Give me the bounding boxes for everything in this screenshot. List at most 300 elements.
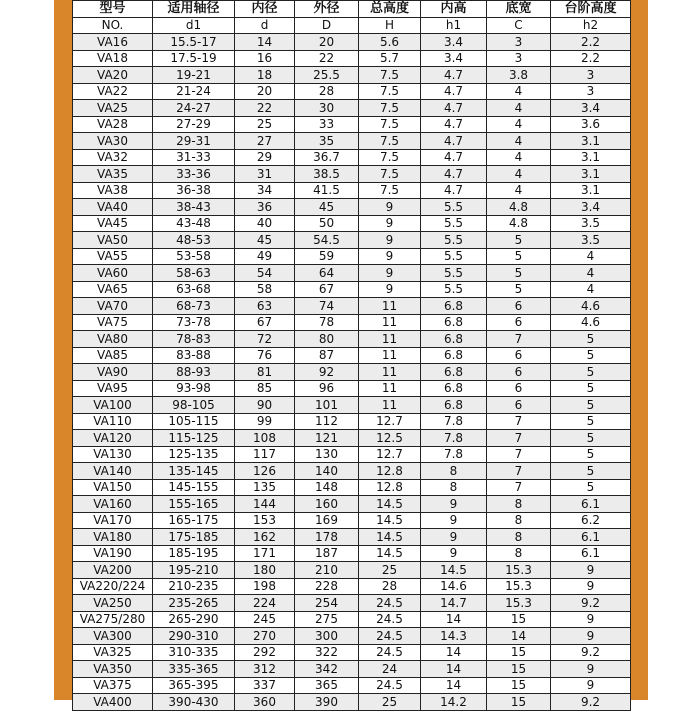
value-cell: 58-63 [153,265,235,282]
value-cell: 337 [235,677,295,694]
subheader-cell: C [487,17,551,34]
value-cell: 6.8 [421,380,487,397]
value-cell: 6.1 [551,496,631,513]
value-cell: 198 [235,578,295,595]
model-cell: VA20 [73,67,153,84]
value-cell: 5 [551,347,631,364]
table-row [73,644,631,661]
model-cell: VA110 [73,413,153,430]
value-cell: 28 [295,83,359,100]
value-cell: 9 [551,628,631,645]
table-row [73,232,631,249]
value-cell: 5 [551,413,631,430]
value-cell: 4.8 [487,215,551,232]
value-cell: 4 [551,281,631,298]
value-cell: 6.8 [421,331,487,348]
value-cell: 9.2 [551,644,631,661]
value-cell: 210-235 [153,578,235,595]
value-cell: 5 [551,446,631,463]
value-cell: 14 [421,677,487,694]
subheader-cell: H [359,17,421,34]
value-cell: 63-68 [153,281,235,298]
model-cell: VA75 [73,314,153,331]
table-row [73,314,631,331]
value-cell: 64 [295,265,359,282]
header-cell: 台阶高度 [551,1,631,18]
table-row [73,34,631,51]
value-cell: 14 [421,661,487,678]
value-cell: 254 [295,595,359,612]
value-cell: 73-78 [153,314,235,331]
subheader-row [73,17,631,34]
value-cell: 8 [487,545,551,562]
value-cell: 390-430 [153,694,235,711]
frame-border-right [630,0,648,700]
model-cell: VA18 [73,50,153,67]
value-cell: 7.5 [359,149,421,166]
value-cell: 7 [487,331,551,348]
value-cell: 33 [295,116,359,133]
table-row [73,479,631,496]
table-row [73,562,631,579]
table-row [73,100,631,117]
value-cell: 3.4 [551,199,631,216]
value-cell: 121 [295,430,359,447]
value-cell: 140 [295,463,359,480]
value-cell: 6 [487,298,551,315]
value-cell: 292 [235,644,295,661]
model-cell: VA170 [73,512,153,529]
value-cell: 21-24 [153,83,235,100]
subheader-cell: NO. [73,17,153,34]
value-cell: 6.8 [421,364,487,381]
value-cell: 4.7 [421,83,487,100]
value-cell: 18 [235,67,295,84]
value-cell: 5.5 [421,265,487,282]
value-cell: 9 [421,512,487,529]
value-cell: 83-88 [153,347,235,364]
model-cell: VA25 [73,100,153,117]
table-row [73,628,631,645]
value-cell: 7 [487,463,551,480]
model-cell: VA30 [73,133,153,150]
value-cell: 45 [295,199,359,216]
header-cell: 底宽 [487,1,551,18]
model-cell: VA130 [73,446,153,463]
model-cell: VA32 [73,149,153,166]
value-cell: 4 [487,149,551,166]
value-cell: 15.3 [487,595,551,612]
table-row [73,182,631,199]
value-cell: 14.6 [421,578,487,595]
value-cell: 310-335 [153,644,235,661]
value-cell: 5 [487,281,551,298]
value-cell: 3.1 [551,149,631,166]
value-cell: 3.1 [551,166,631,183]
value-cell: 7.5 [359,133,421,150]
value-cell: 58 [235,281,295,298]
value-cell: 342 [295,661,359,678]
value-cell: 224 [235,595,295,612]
model-cell: VA38 [73,182,153,199]
value-cell: 4.7 [421,67,487,84]
value-cell: 15.5-17 [153,34,235,51]
value-cell: 6.8 [421,397,487,414]
value-cell: 6.1 [551,545,631,562]
value-cell: 36 [235,199,295,216]
value-cell: 8 [487,529,551,546]
value-cell: 92 [295,364,359,381]
value-cell: 4.6 [551,298,631,315]
value-cell: 99 [235,413,295,430]
value-cell: 41.5 [295,182,359,199]
value-cell: 178 [295,529,359,546]
value-cell: 105-115 [153,413,235,430]
model-cell: VA65 [73,281,153,298]
value-cell: 14 [421,611,487,628]
value-cell: 5.5 [421,248,487,265]
value-cell: 365-395 [153,677,235,694]
model-cell: VA300 [73,628,153,645]
value-cell: 34 [235,182,295,199]
value-cell: 4 [551,248,631,265]
value-cell: 12.7 [359,446,421,463]
value-cell: 5 [487,248,551,265]
value-cell: 20 [295,34,359,51]
value-cell: 15 [487,661,551,678]
value-cell: 9 [421,529,487,546]
value-cell: 12.7 [359,413,421,430]
value-cell: 27 [235,133,295,150]
value-cell: 81 [235,364,295,381]
value-cell: 6.8 [421,347,487,364]
value-cell: 4.7 [421,100,487,117]
value-cell: 112 [295,413,359,430]
header-row [73,1,631,18]
value-cell: 5 [487,265,551,282]
value-cell: 38-43 [153,199,235,216]
subheader-cell: d1 [153,17,235,34]
value-cell: 145-155 [153,479,235,496]
value-cell: 9 [421,545,487,562]
value-cell: 15 [487,694,551,711]
value-cell: 78 [295,314,359,331]
value-cell: 8 [421,479,487,496]
value-cell: 17.5-19 [153,50,235,67]
value-cell: 135-145 [153,463,235,480]
value-cell: 14.5 [359,512,421,529]
model-cell: VA180 [73,529,153,546]
value-cell: 38.5 [295,166,359,183]
value-cell: 165-175 [153,512,235,529]
value-cell: 6.1 [551,529,631,546]
value-cell: 3.6 [551,116,631,133]
table-row [73,529,631,546]
value-cell: 180 [235,562,295,579]
value-cell: 14.5 [359,496,421,513]
value-cell: 5.6 [359,34,421,51]
value-cell: 50 [295,215,359,232]
value-cell: 5 [487,232,551,249]
value-cell: 3.5 [551,232,631,249]
value-cell: 5.7 [359,50,421,67]
table-row [73,149,631,166]
value-cell: 3.5 [551,215,631,232]
value-cell: 78-83 [153,331,235,348]
value-cell: 9.2 [551,694,631,711]
table-row [73,496,631,513]
header-cell: 适用轴径 [153,1,235,18]
value-cell: 117 [235,446,295,463]
model-cell: VA90 [73,364,153,381]
table-row [73,397,631,414]
value-cell: 144 [235,496,295,513]
value-cell: 15 [487,677,551,694]
model-cell: VA160 [73,496,153,513]
value-cell: 24.5 [359,595,421,612]
value-cell: 390 [295,694,359,711]
value-cell: 7 [487,446,551,463]
subheader-cell: D [295,17,359,34]
value-cell: 7.5 [359,116,421,133]
value-cell: 6 [487,347,551,364]
value-cell: 11 [359,380,421,397]
value-cell: 93-98 [153,380,235,397]
value-cell: 22 [235,100,295,117]
value-cell: 12.5 [359,430,421,447]
value-cell: 25.5 [295,67,359,84]
value-cell: 8 [487,512,551,529]
value-cell: 322 [295,644,359,661]
value-cell: 195-210 [153,562,235,579]
value-cell: 155-165 [153,496,235,513]
value-cell: 3.4 [421,34,487,51]
value-cell: 4 [551,265,631,282]
value-cell: 265-290 [153,611,235,628]
value-cell: 6 [487,380,551,397]
value-cell: 4.7 [421,182,487,199]
value-cell: 3.1 [551,182,631,199]
value-cell: 25 [359,562,421,579]
value-cell: 185-195 [153,545,235,562]
value-cell: 6.8 [421,314,487,331]
subheader-cell: h1 [421,17,487,34]
table-row [73,364,631,381]
value-cell: 4.7 [421,133,487,150]
value-cell: 14.3 [421,628,487,645]
table-body [73,34,631,711]
value-cell: 9 [551,661,631,678]
model-cell: VA250 [73,595,153,612]
model-cell: VA60 [73,265,153,282]
value-cell: 7.8 [421,413,487,430]
value-cell: 33-36 [153,166,235,183]
value-cell: 4.7 [421,166,487,183]
value-cell: 9 [359,265,421,282]
model-cell: VA35 [73,166,153,183]
value-cell: 53-58 [153,248,235,265]
value-cell: 11 [359,314,421,331]
value-cell: 24.5 [359,677,421,694]
value-cell: 6.8 [421,298,487,315]
value-cell: 115-125 [153,430,235,447]
value-cell: 5 [551,380,631,397]
model-cell: VA85 [73,347,153,364]
table-row [73,248,631,265]
value-cell: 98-105 [153,397,235,414]
table-row [73,281,631,298]
value-cell: 9 [359,215,421,232]
value-cell: 24-27 [153,100,235,117]
value-cell: 153 [235,512,295,529]
table-row [73,446,631,463]
table-row [73,116,631,133]
value-cell: 48-53 [153,232,235,249]
table-row [73,50,631,67]
value-cell: 11 [359,364,421,381]
value-cell: 9 [359,281,421,298]
value-cell: 5 [551,397,631,414]
value-cell: 45 [235,232,295,249]
value-cell: 3.4 [421,50,487,67]
value-cell: 28 [359,578,421,595]
value-cell: 36.7 [295,149,359,166]
value-cell: 9 [359,248,421,265]
value-cell: 4 [487,166,551,183]
value-cell: 14 [487,628,551,645]
value-cell: 15 [487,611,551,628]
table-row [73,298,631,315]
value-cell: 360 [235,694,295,711]
value-cell: 7.5 [359,100,421,117]
value-cell: 24.5 [359,644,421,661]
table-row [73,694,631,711]
value-cell: 130 [295,446,359,463]
value-cell: 43-48 [153,215,235,232]
value-cell: 9 [551,611,631,628]
value-cell: 24.5 [359,611,421,628]
value-cell: 12.8 [359,463,421,480]
value-cell: 24.5 [359,628,421,645]
value-cell: 8 [421,463,487,480]
table-row [73,611,631,628]
table-row [73,199,631,216]
value-cell: 300 [295,628,359,645]
value-cell: 14.7 [421,595,487,612]
value-cell: 22 [295,50,359,67]
value-cell: 59 [295,248,359,265]
value-cell: 19-21 [153,67,235,84]
value-cell: 4 [487,83,551,100]
table-row [73,83,631,100]
value-cell: 3 [551,83,631,100]
value-cell: 5 [551,364,631,381]
model-cell: VA375 [73,677,153,694]
model-cell: VA45 [73,215,153,232]
value-cell: 90 [235,397,295,414]
table-row [73,595,631,612]
header-cell: 外径 [295,1,359,18]
table-row [73,331,631,348]
table-row [73,545,631,562]
value-cell: 25 [235,116,295,133]
value-cell: 2.2 [551,34,631,51]
value-cell: 5 [551,479,631,496]
value-cell: 7 [487,430,551,447]
value-cell: 31 [235,166,295,183]
model-cell: VA275/280 [73,611,153,628]
value-cell: 9 [359,232,421,249]
value-cell: 27-29 [153,116,235,133]
value-cell: 4.7 [421,116,487,133]
value-cell: 312 [235,661,295,678]
value-cell: 25 [359,694,421,711]
value-cell: 7.5 [359,182,421,199]
value-cell: 187 [295,545,359,562]
table-row [73,413,631,430]
value-cell: 16 [235,50,295,67]
value-cell: 7 [487,413,551,430]
value-cell: 24 [359,661,421,678]
value-cell: 11 [359,397,421,414]
value-cell: 54.5 [295,232,359,249]
model-cell: VA140 [73,463,153,480]
header-cell: 总高度 [359,1,421,18]
value-cell: 8 [487,496,551,513]
model-cell: VA50 [73,232,153,249]
model-cell: VA16 [73,34,153,51]
value-cell: 31-33 [153,149,235,166]
value-cell: 12.8 [359,479,421,496]
value-cell: 30 [295,100,359,117]
value-cell: 5.5 [421,199,487,216]
value-cell: 290-310 [153,628,235,645]
value-cell: 3.1 [551,133,631,150]
model-cell: VA22 [73,83,153,100]
model-cell: VA120 [73,430,153,447]
value-cell: 3.8 [487,67,551,84]
value-cell: 11 [359,298,421,315]
value-cell: 5.5 [421,281,487,298]
value-cell: 7.8 [421,446,487,463]
value-cell: 270 [235,628,295,645]
model-cell: VA350 [73,661,153,678]
value-cell: 175-185 [153,529,235,546]
value-cell: 4 [487,116,551,133]
model-cell: VA150 [73,479,153,496]
value-cell: 14.5 [359,545,421,562]
value-cell: 171 [235,545,295,562]
model-cell: VA28 [73,116,153,133]
value-cell: 14 [421,644,487,661]
value-cell: 4 [487,182,551,199]
value-cell: 74 [295,298,359,315]
value-cell: 125-135 [153,446,235,463]
model-cell: VA70 [73,298,153,315]
model-cell: VA100 [73,397,153,414]
value-cell: 96 [295,380,359,397]
header-cell: 内高 [421,1,487,18]
value-cell: 9 [551,562,631,579]
table-row [73,661,631,678]
value-cell: 365 [295,677,359,694]
value-cell: 126 [235,463,295,480]
value-cell: 101 [295,397,359,414]
value-cell: 135 [235,479,295,496]
value-cell: 4 [487,133,551,150]
value-cell: 15.3 [487,562,551,579]
value-cell: 4 [487,100,551,117]
